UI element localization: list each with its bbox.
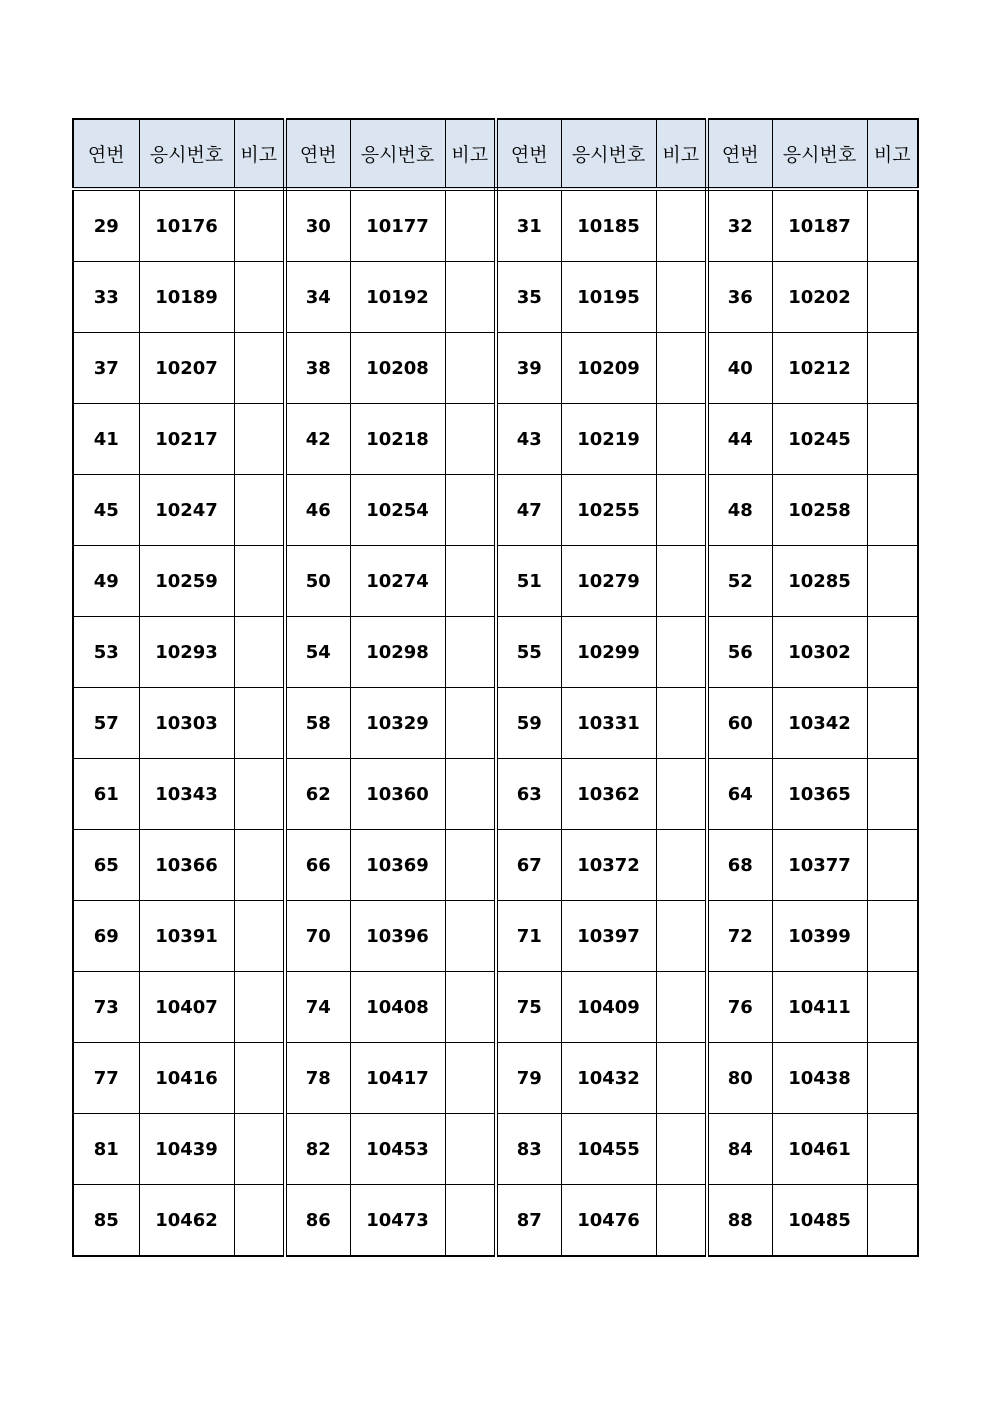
note-cell bbox=[234, 404, 285, 475]
seq-cell: 55 bbox=[496, 617, 561, 688]
seq-cell: 88 bbox=[707, 1185, 772, 1257]
seq-cell: 43 bbox=[496, 404, 561, 475]
note-cell bbox=[234, 333, 285, 404]
exam-no-cell: 10258 bbox=[772, 475, 867, 546]
note-cell bbox=[445, 759, 496, 830]
exam-no-cell: 10399 bbox=[772, 901, 867, 972]
seq-cell: 82 bbox=[285, 1114, 350, 1185]
exam-no-cell: 10189 bbox=[139, 262, 234, 333]
seq-cell: 61 bbox=[73, 759, 139, 830]
note-cell bbox=[867, 972, 918, 1043]
note-cell bbox=[867, 189, 918, 262]
exam-no-cell: 10202 bbox=[772, 262, 867, 333]
seq-cell: 66 bbox=[285, 830, 350, 901]
note-cell bbox=[867, 475, 918, 546]
exam-no-cell: 10369 bbox=[350, 830, 445, 901]
table-row bbox=[73, 759, 918, 830]
seq-cell: 49 bbox=[73, 546, 139, 617]
exam-no-cell: 10476 bbox=[561, 1185, 656, 1257]
note-cell bbox=[867, 830, 918, 901]
exam-no-cell: 10192 bbox=[350, 262, 445, 333]
note-cell bbox=[445, 189, 496, 262]
exam-no-cell: 10285 bbox=[772, 546, 867, 617]
exam-no-cell: 10299 bbox=[561, 617, 656, 688]
seq-cell: 77 bbox=[73, 1043, 139, 1114]
note-cell bbox=[445, 972, 496, 1043]
table-row bbox=[73, 688, 918, 759]
exam-no-cell: 10177 bbox=[350, 189, 445, 262]
header-note: 비고 bbox=[867, 119, 918, 189]
seq-cell: 80 bbox=[707, 1043, 772, 1114]
exam-no-cell: 10391 bbox=[139, 901, 234, 972]
note-cell bbox=[656, 759, 707, 830]
exam-no-cell: 10176 bbox=[139, 189, 234, 262]
seq-cell: 45 bbox=[73, 475, 139, 546]
seq-cell: 67 bbox=[496, 830, 561, 901]
seq-cell: 56 bbox=[707, 617, 772, 688]
seq-cell: 59 bbox=[496, 688, 561, 759]
seq-cell: 73 bbox=[73, 972, 139, 1043]
note-cell bbox=[656, 901, 707, 972]
table-row bbox=[73, 617, 918, 688]
note-cell bbox=[867, 688, 918, 759]
exam-no-cell: 10187 bbox=[772, 189, 867, 262]
seq-cell: 63 bbox=[496, 759, 561, 830]
table-row bbox=[73, 1114, 918, 1185]
exam-no-cell: 10365 bbox=[772, 759, 867, 830]
exam-no-cell: 10485 bbox=[772, 1185, 867, 1257]
note-cell bbox=[234, 262, 285, 333]
seq-cell: 58 bbox=[285, 688, 350, 759]
note-cell bbox=[867, 333, 918, 404]
note-cell bbox=[867, 404, 918, 475]
seq-cell: 46 bbox=[285, 475, 350, 546]
exam-no-cell: 10254 bbox=[350, 475, 445, 546]
seq-cell: 48 bbox=[707, 475, 772, 546]
seq-cell: 44 bbox=[707, 404, 772, 475]
exam-no-cell: 10342 bbox=[772, 688, 867, 759]
note-cell bbox=[656, 830, 707, 901]
seq-cell: 29 bbox=[73, 189, 139, 262]
seq-cell: 41 bbox=[73, 404, 139, 475]
exam-no-cell: 10259 bbox=[139, 546, 234, 617]
seq-cell: 75 bbox=[496, 972, 561, 1043]
note-cell bbox=[445, 1043, 496, 1114]
seq-cell: 47 bbox=[496, 475, 561, 546]
exam-no-cell: 10407 bbox=[139, 972, 234, 1043]
note-cell bbox=[234, 617, 285, 688]
header-seq: 연번 bbox=[73, 119, 139, 189]
note-cell bbox=[867, 617, 918, 688]
exam-no-cell: 10455 bbox=[561, 1114, 656, 1185]
seq-cell: 54 bbox=[285, 617, 350, 688]
note-cell bbox=[234, 759, 285, 830]
exam-no-cell: 10255 bbox=[561, 475, 656, 546]
exam-no-cell: 10473 bbox=[350, 1185, 445, 1257]
seq-cell: 30 bbox=[285, 189, 350, 262]
note-cell bbox=[234, 901, 285, 972]
seq-cell: 72 bbox=[707, 901, 772, 972]
exam-no-cell: 10366 bbox=[139, 830, 234, 901]
seq-cell: 38 bbox=[285, 333, 350, 404]
note-cell bbox=[867, 1114, 918, 1185]
table-row bbox=[73, 262, 918, 333]
header-row bbox=[73, 119, 918, 189]
note-cell bbox=[445, 333, 496, 404]
exam-no-cell: 10439 bbox=[139, 1114, 234, 1185]
seq-cell: 37 bbox=[73, 333, 139, 404]
exam-no-cell: 10209 bbox=[561, 333, 656, 404]
seq-cell: 53 bbox=[73, 617, 139, 688]
exam-no-cell: 10461 bbox=[772, 1114, 867, 1185]
seq-cell: 31 bbox=[496, 189, 561, 262]
seq-cell: 51 bbox=[496, 546, 561, 617]
note-cell bbox=[867, 1043, 918, 1114]
exam-no-cell: 10377 bbox=[772, 830, 867, 901]
seq-cell: 69 bbox=[73, 901, 139, 972]
note-cell bbox=[656, 404, 707, 475]
exam-no-cell: 10453 bbox=[350, 1114, 445, 1185]
note-cell bbox=[867, 262, 918, 333]
header-seq: 연번 bbox=[496, 119, 561, 189]
table-row bbox=[73, 546, 918, 617]
note-cell bbox=[445, 404, 496, 475]
note-cell bbox=[656, 688, 707, 759]
table-row bbox=[73, 830, 918, 901]
note-cell bbox=[867, 901, 918, 972]
seq-cell: 78 bbox=[285, 1043, 350, 1114]
header-seq: 연번 bbox=[707, 119, 772, 189]
seq-cell: 65 bbox=[73, 830, 139, 901]
table-row bbox=[73, 1185, 918, 1257]
header-note: 비고 bbox=[656, 119, 707, 189]
note-cell bbox=[445, 262, 496, 333]
seq-cell: 71 bbox=[496, 901, 561, 972]
note-cell bbox=[656, 972, 707, 1043]
note-cell bbox=[445, 617, 496, 688]
seq-cell: 62 bbox=[285, 759, 350, 830]
note-cell bbox=[445, 901, 496, 972]
seq-cell: 33 bbox=[73, 262, 139, 333]
exam-no-cell: 10432 bbox=[561, 1043, 656, 1114]
header-exam-no: 응시번호 bbox=[350, 119, 445, 189]
seq-cell: 52 bbox=[707, 546, 772, 617]
note-cell bbox=[234, 1114, 285, 1185]
seq-cell: 79 bbox=[496, 1043, 561, 1114]
table-row bbox=[73, 972, 918, 1043]
table-row bbox=[73, 404, 918, 475]
exam-no-cell: 10185 bbox=[561, 189, 656, 262]
note-cell bbox=[656, 333, 707, 404]
seq-cell: 34 bbox=[285, 262, 350, 333]
exam-no-cell: 10411 bbox=[772, 972, 867, 1043]
seq-cell: 74 bbox=[285, 972, 350, 1043]
seq-cell: 32 bbox=[707, 189, 772, 262]
seq-cell: 87 bbox=[496, 1185, 561, 1257]
exam-no-cell: 10343 bbox=[139, 759, 234, 830]
seq-cell: 81 bbox=[73, 1114, 139, 1185]
header-exam-no: 응시번호 bbox=[139, 119, 234, 189]
note-cell bbox=[234, 546, 285, 617]
header-note: 비고 bbox=[445, 119, 496, 189]
seq-cell: 70 bbox=[285, 901, 350, 972]
exam-no-cell: 10329 bbox=[350, 688, 445, 759]
header-seq: 연번 bbox=[285, 119, 350, 189]
exam-no-cell: 10298 bbox=[350, 617, 445, 688]
note-cell bbox=[656, 546, 707, 617]
note-cell bbox=[445, 830, 496, 901]
exam-no-cell: 10462 bbox=[139, 1185, 234, 1257]
note-cell bbox=[656, 189, 707, 262]
header-exam-no: 응시번호 bbox=[561, 119, 656, 189]
exam-no-cell: 10247 bbox=[139, 475, 234, 546]
exam-no-cell: 10195 bbox=[561, 262, 656, 333]
seq-cell: 60 bbox=[707, 688, 772, 759]
note-cell bbox=[867, 546, 918, 617]
table-row bbox=[73, 1043, 918, 1114]
seq-cell: 50 bbox=[285, 546, 350, 617]
note-cell bbox=[656, 262, 707, 333]
exam-no-cell: 10417 bbox=[350, 1043, 445, 1114]
seq-cell: 84 bbox=[707, 1114, 772, 1185]
seq-cell: 68 bbox=[707, 830, 772, 901]
seq-cell: 36 bbox=[707, 262, 772, 333]
exam-no-cell: 10409 bbox=[561, 972, 656, 1043]
seq-cell: 83 bbox=[496, 1114, 561, 1185]
seq-cell: 39 bbox=[496, 333, 561, 404]
exam-no-cell: 10207 bbox=[139, 333, 234, 404]
header-note: 비고 bbox=[234, 119, 285, 189]
exam-no-cell: 10372 bbox=[561, 830, 656, 901]
note-cell bbox=[234, 189, 285, 262]
note-cell bbox=[867, 759, 918, 830]
note-cell bbox=[445, 546, 496, 617]
table-row bbox=[73, 475, 918, 546]
exam-no-cell: 10279 bbox=[561, 546, 656, 617]
note-cell bbox=[656, 1185, 707, 1257]
exam-no-cell: 10331 bbox=[561, 688, 656, 759]
exam-no-cell: 10362 bbox=[561, 759, 656, 830]
exam-no-cell: 10438 bbox=[772, 1043, 867, 1114]
exam-no-cell: 10217 bbox=[139, 404, 234, 475]
note-cell bbox=[656, 617, 707, 688]
seq-cell: 42 bbox=[285, 404, 350, 475]
note-cell bbox=[234, 1185, 285, 1257]
exam-no-cell: 10303 bbox=[139, 688, 234, 759]
note-cell bbox=[234, 475, 285, 546]
seq-cell: 57 bbox=[73, 688, 139, 759]
exam-no-cell: 10208 bbox=[350, 333, 445, 404]
exam-no-cell: 10219 bbox=[561, 404, 656, 475]
note-cell bbox=[867, 1185, 918, 1257]
note-cell bbox=[656, 1114, 707, 1185]
note-cell bbox=[445, 1114, 496, 1185]
seq-cell: 76 bbox=[707, 972, 772, 1043]
table-row bbox=[73, 901, 918, 972]
exam-no-cell: 10274 bbox=[350, 546, 445, 617]
exam-no-cell: 10218 bbox=[350, 404, 445, 475]
note-cell bbox=[234, 972, 285, 1043]
exam-no-cell: 10416 bbox=[139, 1043, 234, 1114]
exam-no-cell: 10396 bbox=[350, 901, 445, 972]
table-body bbox=[73, 189, 918, 1256]
exam-no-cell: 10408 bbox=[350, 972, 445, 1043]
exam-no-cell: 10212 bbox=[772, 333, 867, 404]
seq-cell: 40 bbox=[707, 333, 772, 404]
exam-no-cell: 10397 bbox=[561, 901, 656, 972]
header-exam-no: 응시번호 bbox=[772, 119, 867, 189]
note-cell bbox=[234, 830, 285, 901]
note-cell bbox=[445, 688, 496, 759]
exam-number-table bbox=[72, 118, 919, 1257]
note-cell bbox=[445, 475, 496, 546]
exam-no-cell: 10360 bbox=[350, 759, 445, 830]
note-cell bbox=[656, 1043, 707, 1114]
table-row bbox=[73, 189, 918, 262]
exam-no-cell: 10302 bbox=[772, 617, 867, 688]
seq-cell: 86 bbox=[285, 1185, 350, 1257]
note-cell bbox=[656, 475, 707, 546]
table-row bbox=[73, 333, 918, 404]
exam-no-cell: 10293 bbox=[139, 617, 234, 688]
note-cell bbox=[445, 1185, 496, 1257]
note-cell bbox=[234, 1043, 285, 1114]
seq-cell: 85 bbox=[73, 1185, 139, 1257]
note-cell bbox=[234, 688, 285, 759]
table-header bbox=[73, 119, 918, 189]
seq-cell: 35 bbox=[496, 262, 561, 333]
exam-no-cell: 10245 bbox=[772, 404, 867, 475]
seq-cell: 64 bbox=[707, 759, 772, 830]
